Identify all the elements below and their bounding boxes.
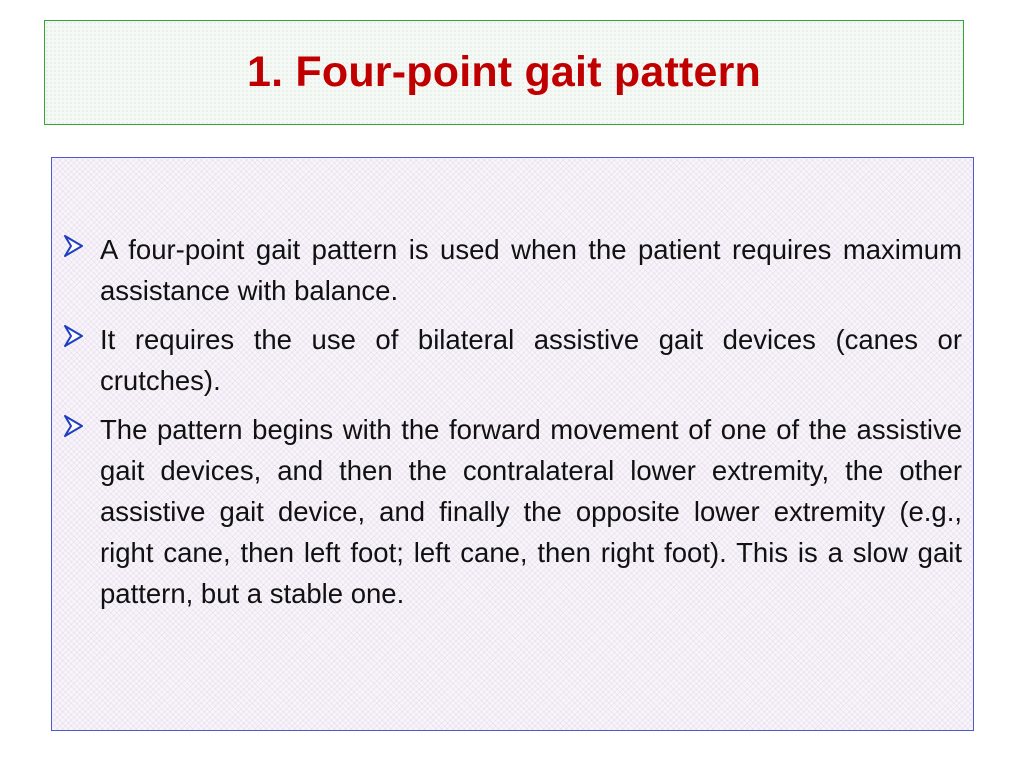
list-item (64, 229, 962, 311)
bullet-text: It requires the use of bilateral assistive gait devices (canes or crutches). (100, 324, 962, 396)
content-box (51, 157, 974, 731)
bullet-text: The pattern begins with the forward movement of one of the assistive gait devices, and then the contralateral lower extremity, the other assistive gait device, and finally the opposite lower extremity (e.g., right cane, then left foot; left cane, then right foot). This is a slow gait pattern, but a stable one. (100, 414, 962, 609)
bullet-text: A four-point gait pattern is used when the patient requires maximum assistance with balance. (100, 234, 962, 306)
title-box (44, 20, 964, 125)
arrow-bullet-icon (64, 319, 100, 347)
arrow-bullet-icon (64, 229, 100, 257)
arrow-bullet-icon (64, 409, 100, 437)
list-item (64, 319, 962, 401)
list-item (64, 409, 962, 614)
slide-title: 1. Four-point gait pattern (247, 48, 761, 96)
bullet-list (64, 229, 962, 622)
